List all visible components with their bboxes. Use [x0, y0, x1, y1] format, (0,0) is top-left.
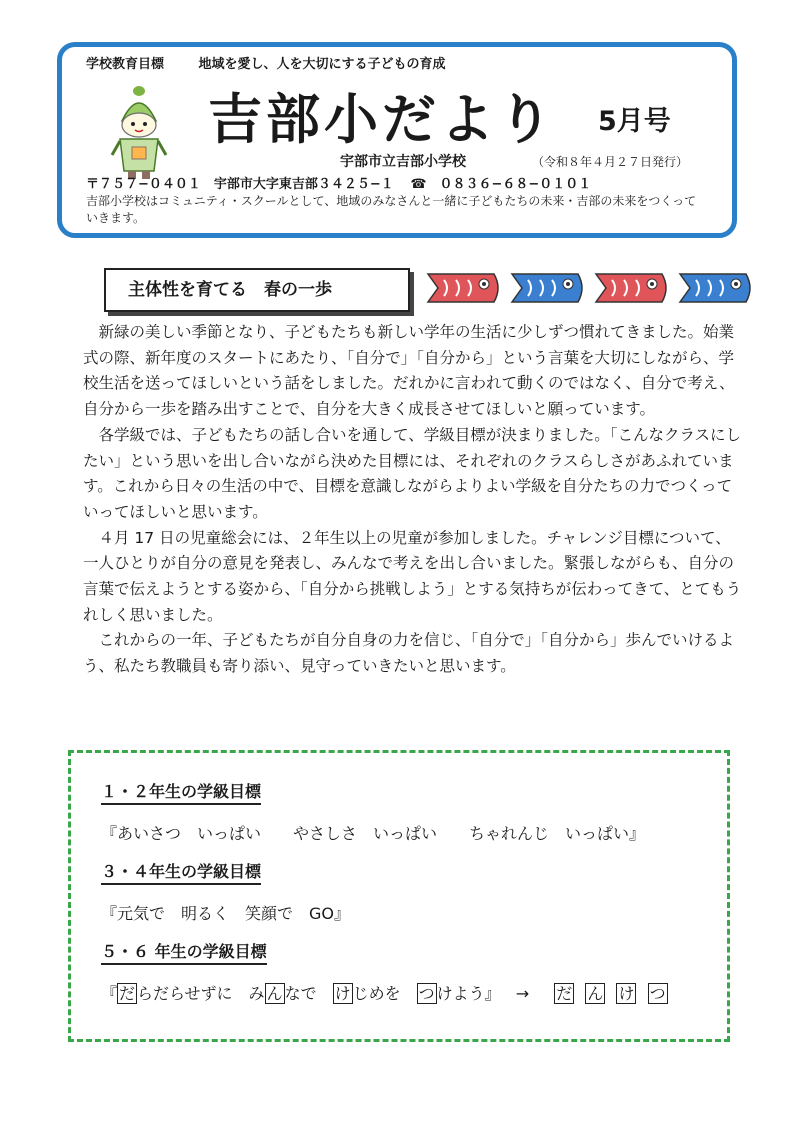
boxed-char: ん: [266, 984, 283, 1003]
school-goal: [86, 53, 446, 72]
carp-streamer-icon: [680, 274, 750, 302]
article-paragraph: ４月 17 日の児童総会には、２年生以上の児童が参加しました。チャレンジ目標について、一人ひとりが自分の意見を発表し、みんなで考えを出し合いました。緊張しながらも、自分の言葉で伝えようとする姿から、「自分から挑戦しよう」とする気持ちが伝わってきて、とてもうれしく思いました。: [83, 528, 742, 624]
goal-fragment: らだらせずに み: [137, 984, 265, 1003]
grade-1-2-goal-text: 『あいさつ いっぱい やさしさ いっぱい ちゃれんじ いっぱい』: [101, 824, 646, 843]
acronym-char: ん: [587, 984, 604, 1003]
phone-number: ☎ ０８３６−６８−０１０１: [410, 177, 592, 192]
school-address: [86, 173, 591, 192]
boxed-char: だ: [119, 984, 136, 1003]
article-paragraph: これからの一年、子どもたちが自分自身の力を信じ、「自分で」「自分から」歩んでいけるよう、私たち教職員も寄り添い、見守っていきたいと思います。: [83, 631, 735, 676]
newsletter-header: [57, 42, 737, 238]
acronym-char: だ: [556, 984, 573, 1003]
school-goal-text: 地域を愛し、人を大切にする子どもの育成: [198, 57, 446, 72]
acronym-group: [548, 981, 667, 1004]
newsletter-title: 吉部小だより: [208, 87, 556, 151]
acronym-char: け: [618, 984, 635, 1003]
koinobori-illustration: [424, 264, 754, 312]
mascot-illustration: [110, 83, 168, 183]
class-goals-box: [68, 750, 730, 1042]
article-body: [83, 320, 743, 680]
article-paragraph: 新緑の美しい季節となり、子どもたちも新しい学年の生活に少しずつ慣れてきました。始業式の際、新年度のスタートにあたり、「自分で」「自分から」という言葉を大切にしながら、学校生活を送ってほしいという話をしました。だれかに言われて動くのではなく、自分で考え、自分から一歩を踏み出すことで、自分を大きく成長させてほしいと願っています。: [83, 323, 735, 419]
school-name: 宇部市立吉部小学校: [340, 154, 466, 170]
school-goal-label: 学校教育目標: [86, 57, 165, 72]
goal-fragment: なで: [284, 984, 333, 1003]
goal-fragment: けよう』: [436, 984, 501, 1003]
acronym-char: つ: [649, 984, 666, 1003]
postal-address: 〒７５７−０４０１ 宇部市大字東吉部３４２５−１: [86, 177, 394, 192]
article-paragraph: 各学級では、子どもたちの話し合いを通して、学級目標が決まりました。「こんなクラスにしたい」という思いを出し合いながら決めた目標には、それぞれのクラスらしさがあふれています。これから日々の生活の中で、目標を意識しながらよりよい学級を自分たちの力でつくっていってほしいと思います。: [83, 425, 741, 521]
carp-streamer-icon: [596, 274, 666, 302]
issue-date: （令和８年４月２７日発行）: [532, 155, 689, 169]
boxed-char: け: [334, 984, 351, 1003]
grade-5-6-goal-text: [101, 981, 668, 1004]
boxed-char: つ: [418, 984, 435, 1003]
issue-month: 5月号: [598, 106, 671, 137]
carp-streamer-icon: [428, 274, 498, 302]
carp-streamer-icon: [512, 274, 582, 302]
community-school-note: 吉部小学校はコミュニティ・スクールとして、地域のみなさんと一緒に子どもたちの未来・吉部の未来をつくっていきます。: [86, 194, 697, 225]
grade-3-4-goal-text: 『元気で 明るく 笑顔で GO』: [101, 904, 350, 923]
quote-open: 『: [101, 984, 118, 1003]
arrow-icon: →: [515, 984, 530, 1003]
grade-3-4-goal-label: ３・４年生の学級目標: [101, 859, 261, 885]
section-heading: 主体性を育てる 春の一歩: [104, 268, 410, 312]
grade-1-2-goal-label: １・２年生の学級目標: [101, 779, 261, 805]
grade-5-6-goal-label: ５・６ 年生の学級目標: [101, 939, 267, 965]
goal-fragment: じめを: [352, 984, 417, 1003]
